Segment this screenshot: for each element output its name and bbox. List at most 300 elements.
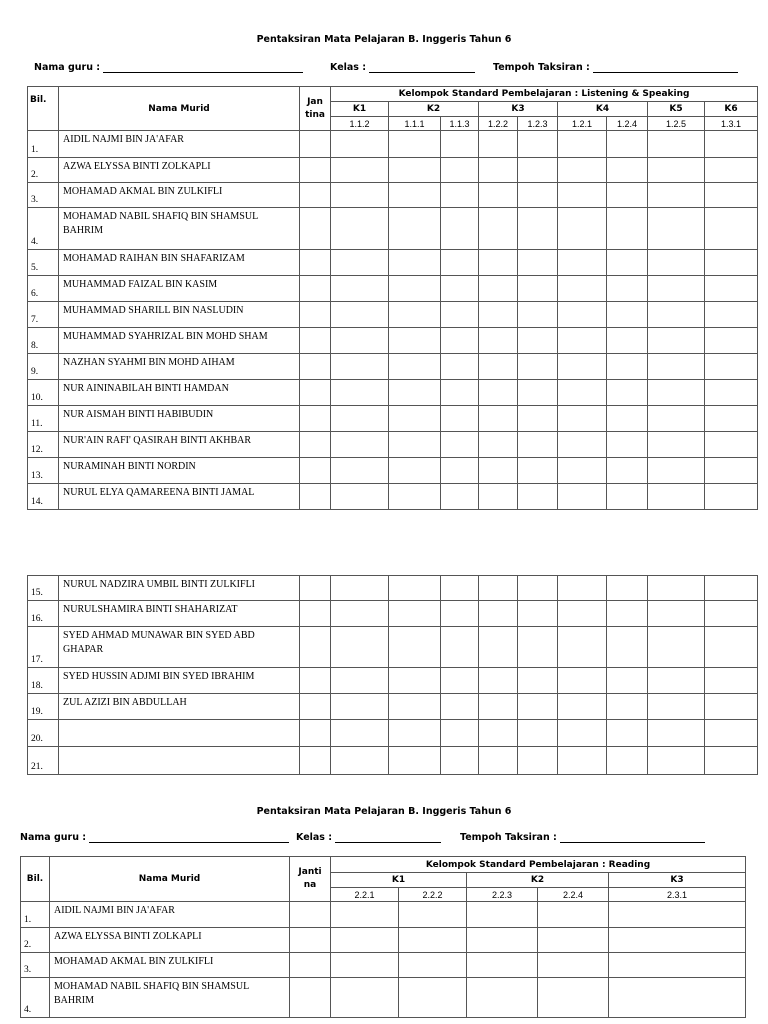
score-cell[interactable] (607, 158, 648, 183)
score-cell[interactable] (607, 576, 648, 601)
score-cell[interactable] (607, 432, 648, 458)
score-cell[interactable] (538, 928, 609, 953)
score-cell[interactable] (558, 302, 607, 328)
code-header: 1.2.5 (648, 117, 705, 131)
score-cell[interactable] (518, 276, 558, 302)
score-cell[interactable] (648, 627, 705, 668)
score-cell[interactable] (389, 627, 441, 668)
score-cell[interactable] (705, 432, 758, 458)
score-cell[interactable] (705, 720, 758, 747)
score-cell[interactable] (518, 302, 558, 328)
score-cell[interactable] (518, 380, 558, 406)
score-cell[interactable] (518, 432, 558, 458)
score-cell[interactable] (479, 458, 518, 484)
score-cell[interactable] (479, 484, 518, 510)
score-cell[interactable] (518, 601, 558, 627)
score-cell[interactable] (705, 458, 758, 484)
gender-cell[interactable] (300, 601, 331, 627)
score-cell[interactable] (331, 978, 399, 1018)
score-cell[interactable] (607, 380, 648, 406)
row-number: 1. (28, 131, 59, 158)
score-cell[interactable] (331, 208, 389, 250)
score-cell[interactable] (331, 601, 389, 627)
score-cell[interactable] (399, 978, 467, 1018)
score-cell[interactable] (558, 406, 607, 432)
score-cell[interactable] (479, 406, 518, 432)
score-cell[interactable] (479, 694, 518, 720)
student-name: SYED AHMAD MUNAWAR BIN SYED ABD GHAPAR (59, 627, 300, 668)
score-cell[interactable] (479, 380, 518, 406)
code-header: 1.1.2 (331, 117, 389, 131)
score-cell[interactable] (518, 250, 558, 276)
score-cell[interactable] (518, 328, 558, 354)
gender-cell[interactable] (300, 131, 331, 158)
score-cell[interactable] (607, 328, 648, 354)
score-cell[interactable] (648, 694, 705, 720)
score-cell[interactable] (479, 601, 518, 627)
score-cell[interactable] (467, 953, 538, 978)
score-cell[interactable] (607, 250, 648, 276)
score-cell[interactable] (648, 208, 705, 250)
score-cell[interactable] (558, 576, 607, 601)
score-cell[interactable] (705, 131, 758, 158)
score-cell[interactable] (705, 302, 758, 328)
score-cell[interactable] (648, 183, 705, 208)
score-cell[interactable] (607, 183, 648, 208)
score-cell[interactable] (479, 131, 518, 158)
gender-header: Janti na (290, 857, 331, 902)
score-cell[interactable] (441, 627, 479, 668)
gender-cell[interactable] (290, 978, 331, 1018)
class-blank[interactable] (369, 63, 475, 73)
score-cell[interactable] (441, 484, 479, 510)
score-cell[interactable] (558, 627, 607, 668)
score-cell[interactable] (648, 601, 705, 627)
score-cell[interactable] (607, 720, 648, 747)
score-cell[interactable] (389, 747, 441, 775)
student-name: NURULSHAMIRA BINTI SHAHARIZAT (59, 601, 300, 627)
student-name: NAZHAN SYAHMI BIN MOHD AIHAM (59, 354, 300, 380)
table-row (28, 380, 758, 406)
gender-cell[interactable] (300, 183, 331, 208)
score-cell[interactable] (441, 458, 479, 484)
score-cell[interactable] (705, 328, 758, 354)
score-cell[interactable] (479, 576, 518, 601)
assessment-period-field[interactable] (493, 62, 738, 73)
code-header: 1.2.1 (558, 117, 607, 131)
score-cell[interactable] (441, 668, 479, 694)
score-cell[interactable] (331, 183, 389, 208)
score-cell[interactable] (389, 406, 441, 432)
score-cell[interactable] (389, 432, 441, 458)
gender-cell[interactable] (290, 928, 331, 953)
row-number: 17. (28, 627, 59, 668)
score-cell[interactable] (558, 131, 607, 158)
score-cell[interactable] (331, 158, 389, 183)
score-cell[interactable] (389, 250, 441, 276)
score-cell[interactable] (479, 747, 518, 775)
score-cell[interactable] (648, 432, 705, 458)
score-cell[interactable] (648, 276, 705, 302)
score-cell[interactable] (389, 576, 441, 601)
score-cell[interactable] (399, 953, 467, 978)
score-cell[interactable] (607, 458, 648, 484)
score-cell[interactable] (648, 720, 705, 747)
student-name (59, 720, 300, 747)
student-rows (21, 902, 746, 1018)
score-cell[interactable] (331, 720, 389, 747)
row-number: 2. (28, 158, 59, 183)
score-cell[interactable] (609, 928, 746, 953)
gender-cell[interactable] (300, 276, 331, 302)
gender-cell[interactable] (300, 302, 331, 328)
score-cell[interactable] (331, 928, 399, 953)
gender-cell[interactable] (300, 208, 331, 250)
score-cell[interactable] (441, 328, 479, 354)
score-cell[interactable] (441, 694, 479, 720)
score-cell[interactable] (331, 627, 389, 668)
score-cell[interactable] (705, 747, 758, 775)
score-cell[interactable] (479, 720, 518, 747)
score-cell[interactable] (331, 131, 389, 158)
teacher-name-blank[interactable] (103, 63, 303, 73)
score-cell[interactable] (467, 978, 538, 1018)
score-cell[interactable] (705, 484, 758, 510)
table-row (28, 458, 758, 484)
score-cell[interactable] (518, 158, 558, 183)
score-cell[interactable] (389, 354, 441, 380)
score-cell[interactable] (331, 328, 389, 354)
score-cell[interactable] (538, 902, 609, 928)
score-cell[interactable] (648, 328, 705, 354)
score-cell[interactable] (705, 276, 758, 302)
score-cell[interactable] (467, 902, 538, 928)
teacher-name-field[interactable] (34, 62, 303, 73)
score-cell[interactable] (389, 694, 441, 720)
score-cell[interactable] (558, 484, 607, 510)
score-cell[interactable] (479, 208, 518, 250)
score-cell[interactable] (705, 183, 758, 208)
row-number: 13. (28, 458, 59, 484)
score-cell[interactable] (705, 668, 758, 694)
score-cell[interactable] (389, 458, 441, 484)
teacher-name-label: Nama guru : (34, 62, 101, 73)
score-cell[interactable] (705, 694, 758, 720)
student-name: AIDIL NAJMI BIN JA'AFAR (50, 902, 290, 928)
student-name: NURAMINAH BINTI NORDIN (59, 458, 300, 484)
score-cell[interactable] (609, 902, 746, 928)
score-cell[interactable] (518, 131, 558, 158)
score-cell[interactable] (441, 380, 479, 406)
score-cell[interactable] (479, 302, 518, 328)
score-cell[interactable] (479, 668, 518, 694)
student-name: MUHAMMAD SHARILL BIN NASLUDIN (59, 302, 300, 328)
gender-cell[interactable] (290, 902, 331, 928)
gender-cell[interactable] (300, 250, 331, 276)
score-cell[interactable] (607, 354, 648, 380)
score-cell[interactable] (518, 720, 558, 747)
score-cell[interactable] (648, 458, 705, 484)
score-cell[interactable] (389, 484, 441, 510)
score-cell[interactable] (558, 158, 607, 183)
score-cell[interactable] (558, 747, 607, 775)
row-number: 20. (28, 720, 59, 747)
score-cell[interactable] (331, 380, 389, 406)
score-cell[interactable] (331, 250, 389, 276)
score-cell[interactable] (389, 158, 441, 183)
score-cell[interactable] (441, 302, 479, 328)
score-cell[interactable] (389, 668, 441, 694)
score-cell[interactable] (331, 302, 389, 328)
score-cell[interactable] (479, 276, 518, 302)
teacher-name-blank[interactable] (89, 833, 289, 843)
score-cell[interactable] (607, 601, 648, 627)
score-cell[interactable] (331, 276, 389, 302)
score-cell[interactable] (558, 380, 607, 406)
score-cell[interactable] (441, 131, 479, 158)
gender-cell[interactable] (300, 354, 331, 380)
score-cell[interactable] (558, 432, 607, 458)
score-cell[interactable] (705, 576, 758, 601)
score-cell[interactable] (518, 576, 558, 601)
score-cell[interactable] (705, 208, 758, 250)
gender-cell[interactable] (300, 576, 331, 601)
score-cell[interactable] (558, 458, 607, 484)
row-number: 3. (28, 183, 59, 208)
score-cell[interactable] (331, 576, 389, 601)
score-cell[interactable] (607, 484, 648, 510)
score-cell[interactable] (331, 668, 389, 694)
row-number: 16. (28, 601, 59, 627)
score-cell[interactable] (705, 601, 758, 627)
score-cell[interactable] (607, 747, 648, 775)
gender-cell[interactable] (300, 694, 331, 720)
code-header: 1.1.3 (441, 117, 479, 131)
score-cell[interactable] (441, 406, 479, 432)
score-cell[interactable] (609, 978, 746, 1018)
score-cell[interactable] (558, 601, 607, 627)
row-number: 2. (21, 928, 50, 953)
score-cell[interactable] (648, 250, 705, 276)
score-cell[interactable] (441, 250, 479, 276)
student-name: MUHAMMAD FAIZAL BIN KASIM (59, 276, 300, 302)
student-rows (28, 576, 758, 775)
row-number: 9. (28, 354, 59, 380)
score-cell[interactable] (441, 208, 479, 250)
assessment-period-blank[interactable] (560, 833, 705, 843)
score-cell[interactable] (441, 432, 479, 458)
score-cell[interactable] (441, 576, 479, 601)
score-cell[interactable] (399, 902, 467, 928)
score-cell[interactable] (648, 302, 705, 328)
score-cell[interactable] (518, 208, 558, 250)
gender-cell[interactable] (300, 158, 331, 183)
score-cell[interactable] (389, 380, 441, 406)
row-number: 6. (28, 276, 59, 302)
score-cell[interactable] (538, 953, 609, 978)
gender-cell[interactable] (300, 747, 331, 775)
code-header: 1.3.1 (705, 117, 758, 131)
score-cell[interactable] (648, 668, 705, 694)
code-header: 1.2.4 (607, 117, 648, 131)
gender-cell[interactable] (300, 627, 331, 668)
score-cell[interactable] (331, 747, 389, 775)
score-cell[interactable] (558, 328, 607, 354)
score-cell[interactable] (648, 576, 705, 601)
table-row (28, 576, 758, 601)
table-row (28, 250, 758, 276)
score-cell[interactable] (389, 328, 441, 354)
score-cell[interactable] (705, 406, 758, 432)
score-cell[interactable] (607, 208, 648, 250)
score-cell[interactable] (518, 484, 558, 510)
gender-cell[interactable] (300, 484, 331, 510)
gender-cell[interactable] (300, 432, 331, 458)
score-cell[interactable] (331, 484, 389, 510)
assessment-period-field[interactable] (460, 832, 705, 843)
score-cell[interactable] (441, 183, 479, 208)
score-cell[interactable] (479, 432, 518, 458)
group-header-k2: K2 (389, 102, 479, 117)
score-cell[interactable] (479, 627, 518, 668)
score-cell[interactable] (518, 694, 558, 720)
score-cell[interactable] (538, 978, 609, 1018)
score-cell[interactable] (518, 406, 558, 432)
assessment-period-blank[interactable] (593, 63, 738, 73)
score-cell[interactable] (558, 208, 607, 250)
score-cell[interactable] (331, 953, 399, 978)
student-name-header: Nama Murid (50, 857, 290, 902)
score-cell[interactable] (389, 183, 441, 208)
score-cell[interactable] (518, 627, 558, 668)
class-field[interactable] (296, 832, 441, 843)
gender-cell[interactable] (300, 406, 331, 432)
score-cell[interactable] (389, 131, 441, 158)
score-cell[interactable] (479, 183, 518, 208)
student-name: AZWA ELYSSA BINTI ZOLKAPLI (50, 928, 290, 953)
score-cell[interactable] (389, 208, 441, 250)
score-cell[interactable] (558, 720, 607, 747)
score-cell[interactable] (441, 354, 479, 380)
score-cell[interactable] (331, 458, 389, 484)
score-cell[interactable] (648, 158, 705, 183)
score-cell[interactable] (389, 302, 441, 328)
score-cell[interactable] (607, 276, 648, 302)
score-cell[interactable] (441, 747, 479, 775)
row-number: 19. (28, 694, 59, 720)
score-cell[interactable] (518, 458, 558, 484)
row-number: 12. (28, 432, 59, 458)
score-cell[interactable] (648, 131, 705, 158)
gender-cell[interactable] (300, 458, 331, 484)
student-name: AIDIL NAJMI BIN JA'AFAR (59, 131, 300, 158)
score-cell[interactable] (607, 131, 648, 158)
page-title: Pentaksiran Mata Pelajaran B. Inggeris Tahun 6 (256, 34, 512, 45)
score-cell[interactable] (479, 354, 518, 380)
teacher-name-field[interactable] (20, 832, 289, 843)
table-row (28, 183, 758, 208)
table-row (28, 432, 758, 458)
table-row (28, 354, 758, 380)
score-cell[interactable] (399, 928, 467, 953)
score-cell[interactable] (648, 484, 705, 510)
score-cell[interactable] (331, 354, 389, 380)
class-blank[interactable] (335, 833, 441, 843)
score-cell[interactable] (389, 276, 441, 302)
score-cell[interactable] (331, 902, 399, 928)
score-cell[interactable] (389, 720, 441, 747)
table-row (28, 158, 758, 183)
score-cell[interactable] (607, 668, 648, 694)
score-cell[interactable] (331, 406, 389, 432)
score-cell[interactable] (607, 302, 648, 328)
code-header: 1.2.2 (479, 117, 518, 131)
score-cell[interactable] (648, 406, 705, 432)
score-cell[interactable] (558, 668, 607, 694)
listening-speaking-table-continued (27, 575, 758, 775)
score-cell[interactable] (441, 276, 479, 302)
score-cell[interactable] (479, 250, 518, 276)
student-name: NURUL NADZIRA UMBIL BINTI ZULKIFLI (59, 576, 300, 601)
score-cell[interactable] (705, 627, 758, 668)
gender-cell[interactable] (300, 380, 331, 406)
score-cell[interactable] (607, 406, 648, 432)
gender-cell[interactable] (300, 720, 331, 747)
score-cell[interactable] (441, 158, 479, 183)
score-cell[interactable] (518, 354, 558, 380)
score-cell[interactable] (558, 250, 607, 276)
score-cell[interactable] (648, 747, 705, 775)
row-number: 18. (28, 668, 59, 694)
score-cell[interactable] (518, 668, 558, 694)
gender-cell[interactable] (300, 328, 331, 354)
score-cell[interactable] (389, 601, 441, 627)
group-header-k6: K6 (705, 102, 758, 117)
row-number: 15. (28, 576, 59, 601)
table-row (21, 928, 746, 953)
score-cell[interactable] (705, 380, 758, 406)
score-cell[interactable] (479, 328, 518, 354)
score-cell[interactable] (518, 183, 558, 208)
score-cell[interactable] (479, 158, 518, 183)
score-cell[interactable] (609, 953, 746, 978)
score-cell[interactable] (705, 250, 758, 276)
score-cell[interactable] (331, 432, 389, 458)
row-number: 1. (21, 902, 50, 928)
gender-cell[interactable] (290, 953, 331, 978)
score-cell[interactable] (441, 601, 479, 627)
score-cell[interactable] (705, 158, 758, 183)
gender-cell[interactable] (300, 668, 331, 694)
score-cell[interactable] (705, 354, 758, 380)
score-cell[interactable] (558, 354, 607, 380)
score-cell[interactable] (441, 720, 479, 747)
score-cell[interactable] (648, 354, 705, 380)
table-row (28, 484, 758, 510)
student-name: SYED HUSSIN ADJMI BIN SYED IBRAHIM (59, 668, 300, 694)
student-name: NUR'AIN RAFI' QASIRAH BINTI AKHBAR (59, 432, 300, 458)
class-field[interactable] (330, 62, 475, 73)
score-cell[interactable] (467, 928, 538, 953)
score-cell[interactable] (518, 747, 558, 775)
score-cell[interactable] (558, 183, 607, 208)
score-cell[interactable] (607, 627, 648, 668)
score-cell[interactable] (558, 694, 607, 720)
score-cell[interactable] (648, 380, 705, 406)
score-cell[interactable] (607, 694, 648, 720)
score-cell[interactable] (558, 276, 607, 302)
score-cell[interactable] (331, 694, 389, 720)
